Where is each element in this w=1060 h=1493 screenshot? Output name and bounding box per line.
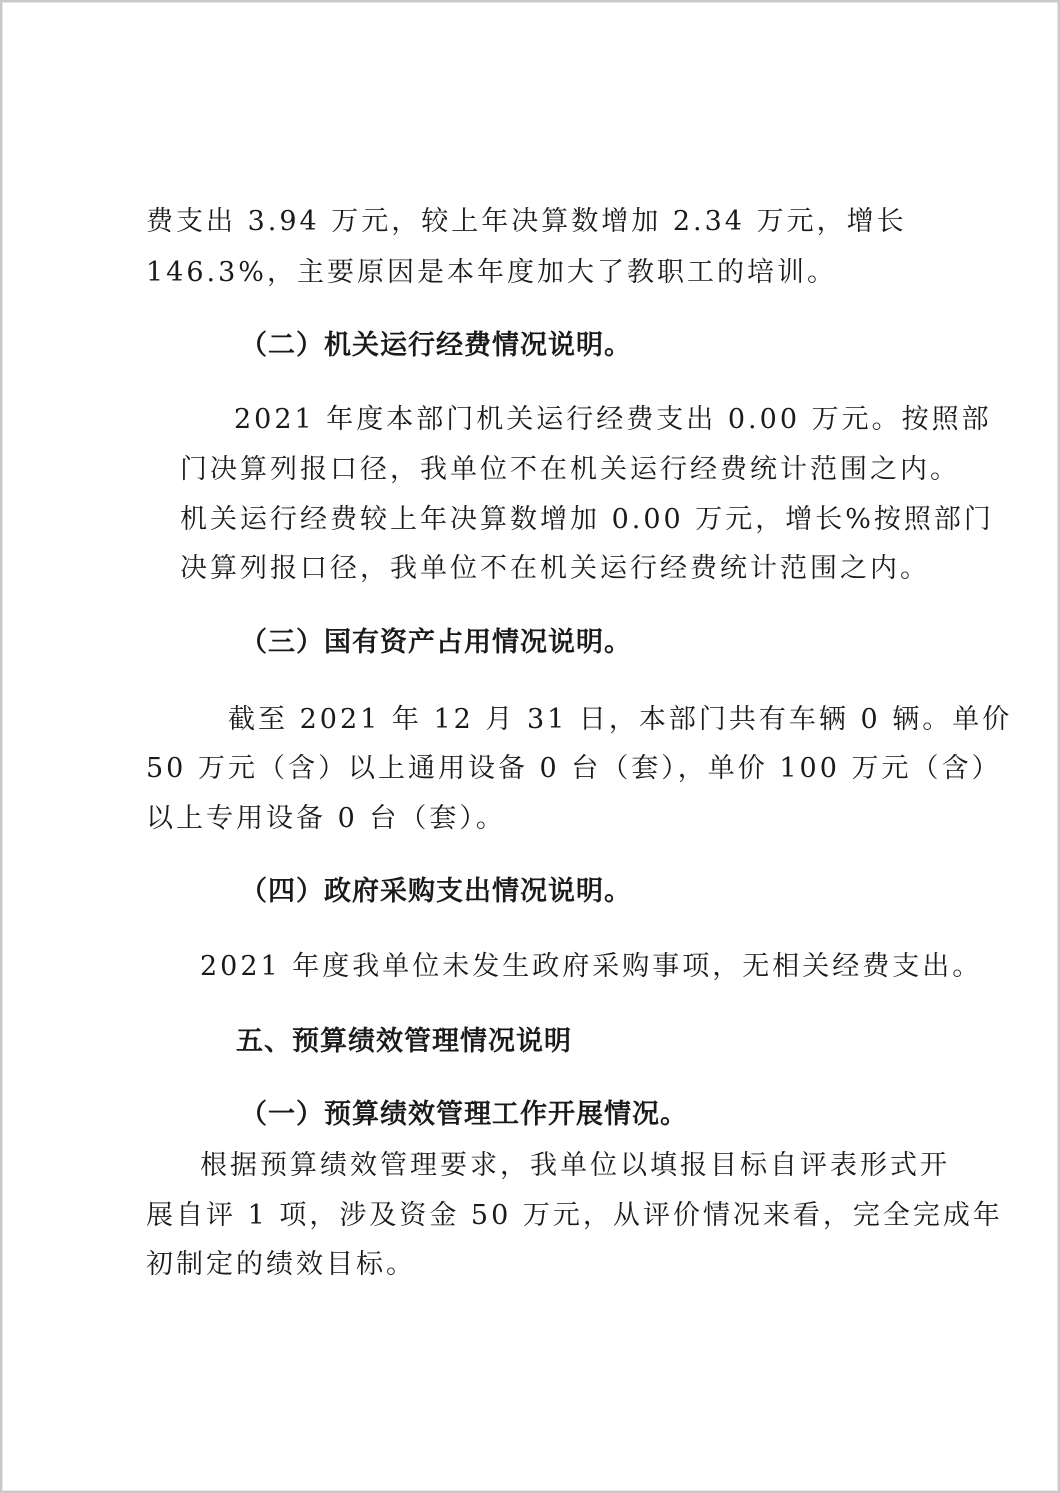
section-3-line-3: 以上专用设备 0 台（套）。 xyxy=(146,803,506,834)
section-2-line-2: 门决算列报口径，我单位不在机关运行经费统计范围之内。 xyxy=(180,454,960,485)
section-3-line-2: 50 万元（含）以上通用设备 0 台（套），单价 100 万元（含） xyxy=(146,753,1002,784)
chapter-5-sub-1-line-2: 展自评 1 项，涉及资金 50 万元，从评价情况来看，完全完成年 xyxy=(146,1200,1003,1231)
chapter-5-sub-1-line-1: 根据预算绩效管理要求，我单位以填报目标自评表形式开 xyxy=(200,1150,950,1181)
section-4-heading: （四）政府采购支出情况说明。 xyxy=(240,876,632,907)
section-2-line-1: 2021 年度本部门机关运行经费支出 0.00 万元。按照部 xyxy=(234,404,992,435)
chapter-5-heading: 五、预算绩效管理情况说明 xyxy=(236,1026,572,1057)
chapter-5-sub-1-line-3: 初制定的绩效目标。 xyxy=(146,1249,416,1280)
section-2-line-4: 决算列报口径，我单位不在机关运行经费统计范围之内。 xyxy=(180,553,930,584)
section-2-line-3: 机关运行经费较上年决算数增加 0.00 万元，增长%按照部门 xyxy=(180,504,994,535)
section-4-line-1: 2021 年度我单位未发生政府采购事项，无相关经费支出。 xyxy=(200,951,983,982)
intro-line-1: 费支出 3.94 万元，较上年决算数增加 2.34 万元，增长 xyxy=(146,206,907,237)
intro-line-2: 146.3%，主要原因是本年度加大了教职工的培训。 xyxy=(146,257,837,288)
section-3-line-1: 截至 2021 年 12 月 31 日，本部门共有车辆 0 辆。单价 xyxy=(228,704,1013,735)
section-3-heading: （三）国有资产占用情况说明。 xyxy=(240,627,632,658)
section-2-heading: （二）机关运行经费情况说明。 xyxy=(240,330,632,361)
chapter-5-sub-1-heading: （一）预算绩效管理工作开展情况。 xyxy=(240,1099,688,1130)
